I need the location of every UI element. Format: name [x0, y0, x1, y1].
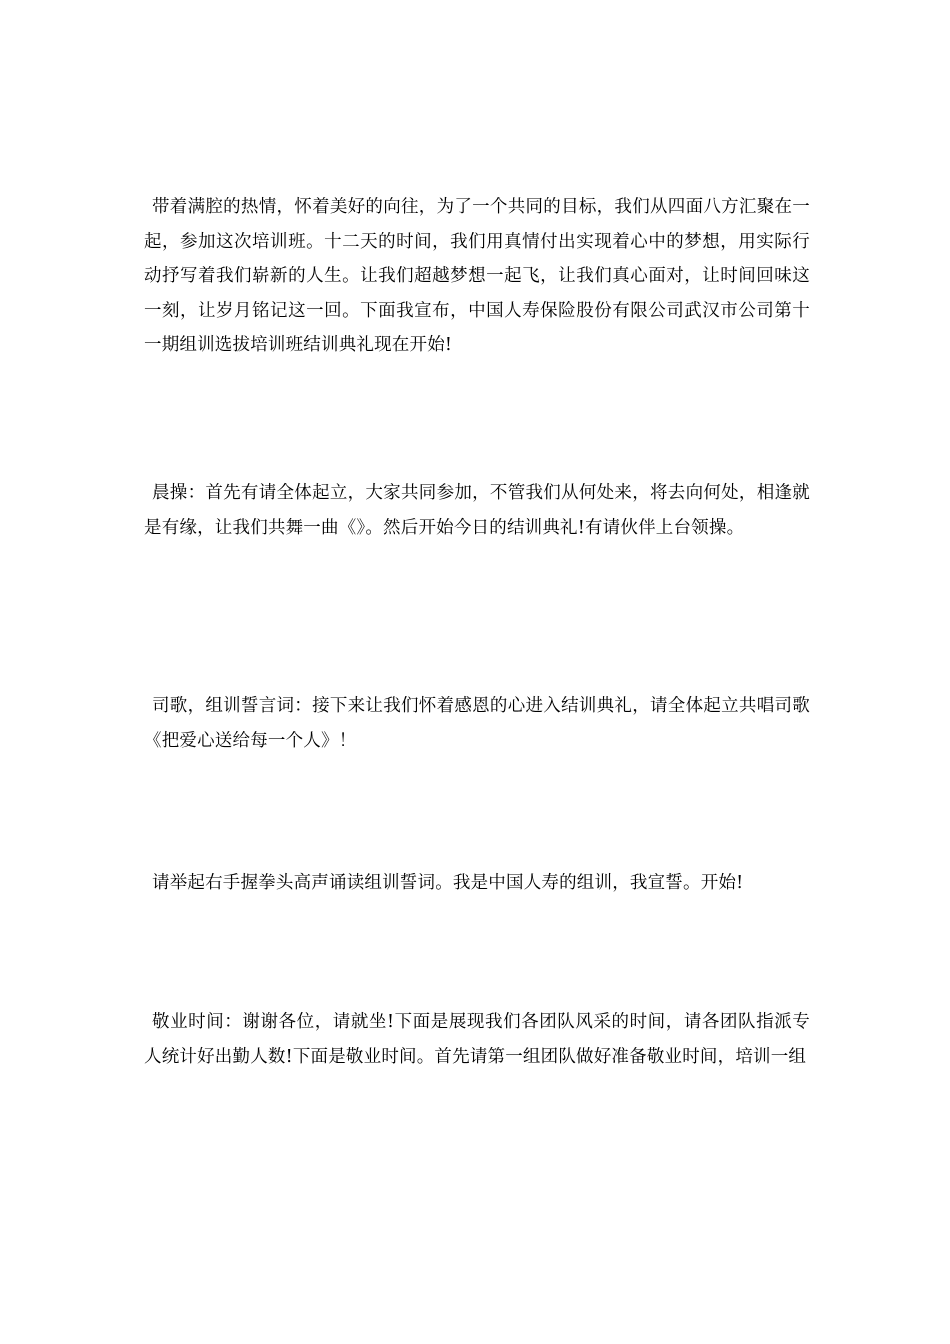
paragraph-dedication-time: 敬业时间：谢谢各位，请就坐!下面是展现我们各团队风采的时间，请各团队指派专人统计好出勤人数!下面是敬业时间。首先请第一组团队做好准备敬业时间，培训一组: [144, 1012, 810, 1067]
paragraph-opening: 带着满腔的热情，怀着美好的向往，为了一个共同的目标，我们从四面八方汇聚在一起，参加这次培训班。十二天的时间，我们用真情付出实现着心中的梦想，用实际行动抒写着我们崭新的人生。让我们超越梦想一起飞，让我们真心面对，让时间回味这一刻，让岁月铭记这一回。下面我宣布，中国人寿保险股份有限公司武汉市公司第十一期组训选拔培训班结训典礼现在开始!: [144, 197, 810, 355]
paragraph-morning-exercise: 晨操：首先有请全体起立，大家共同参加，不管我们从何处来，将去向何处，相逢就是有缘，让我们共舞一曲《》。然后开始今日的结训典礼!有请伙伴上台领操。: [144, 483, 810, 538]
paragraph-company-song: 司歌，组训誓言词：接下来让我们怀着感恩的心进入结训典礼，请全体起立共唱司歌《把爱心送给每一个人》！: [144, 696, 810, 751]
paragraph-oath: 请举起右手握拳头高声诵读组训誓词。我是中国人寿的组训，我宣誓。开始!: [152, 873, 744, 893]
